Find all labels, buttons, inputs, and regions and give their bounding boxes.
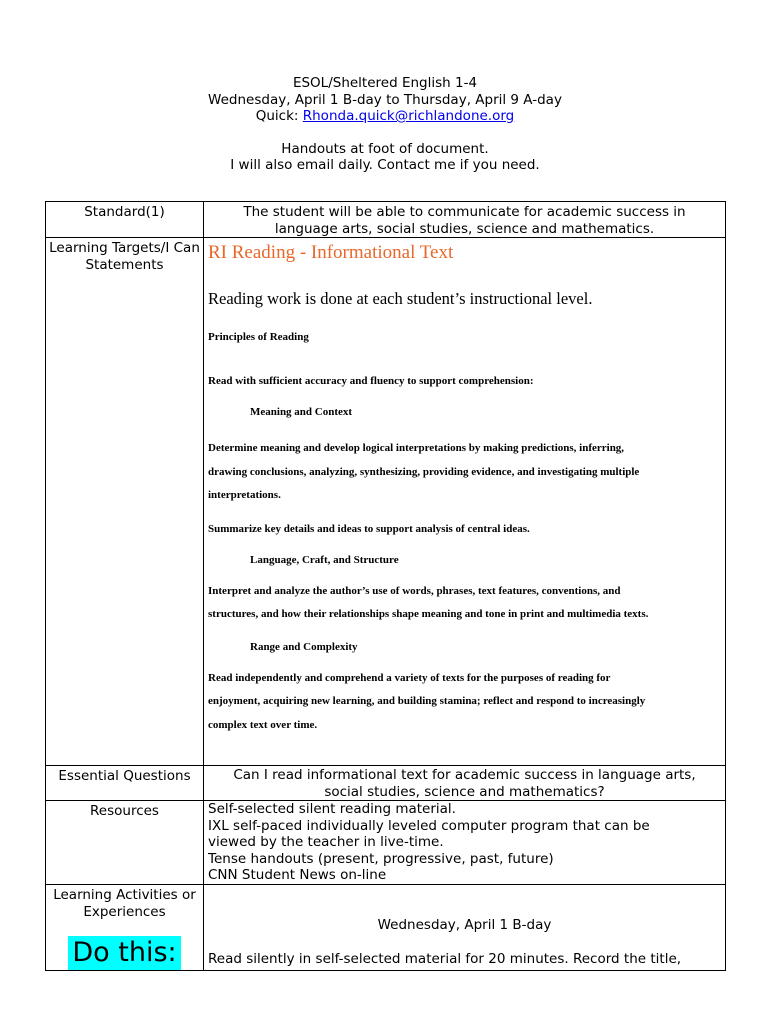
email-note: I will also email daily. Contact me if you need. bbox=[230, 157, 540, 173]
resources-row bbox=[46, 801, 726, 885]
handouts-note: Handouts at foot of document. bbox=[281, 140, 489, 157]
questions-row bbox=[46, 766, 726, 801]
do-this-highlight: Do this: bbox=[68, 936, 180, 970]
meaning-line: Determine meaning and develop logical interpretations by making predictions, inferring, bbox=[208, 442, 625, 454]
targets-content bbox=[204, 238, 726, 766]
resource-item: CNN Student News on-line bbox=[208, 867, 387, 883]
range-line: enjoyment, acquiring new learning, and building stamina; reflect and respond to increasingly bbox=[208, 695, 646, 707]
standard-label: Standard(1) bbox=[46, 202, 204, 238]
contact-line bbox=[0, 108, 770, 125]
standard-row bbox=[46, 202, 726, 238]
ri-heading: RI Reading - Informational Text bbox=[208, 242, 454, 263]
principles-heading: Principles of Reading bbox=[208, 331, 309, 343]
contact-prefix: Quick: bbox=[255, 108, 303, 124]
range-line: Read independently and comprehend a variety of texts for the purposes of reading for bbox=[208, 671, 611, 684]
craft-line: Interpret and analyze the author’s use of words, phrases, text features, conventions, and bbox=[208, 584, 621, 597]
resource-item: Self-selected silent reading material. bbox=[208, 801, 456, 817]
document-header bbox=[0, 75, 770, 174]
summarize-text: Summarize key details and ideas to support analysis of central ideas. bbox=[208, 522, 530, 535]
date-range: Wednesday, April 1 B-day to Thursday, April 9 A-day bbox=[208, 91, 562, 108]
resources-label: Resources bbox=[46, 801, 204, 885]
activity-day: Wednesday, April 1 B-day bbox=[377, 917, 552, 933]
meaning-line: drawing conclusions, analyzing, synthesizing, providing evidence, and investigating multiple bbox=[208, 465, 640, 478]
meaning-heading: Meaning and Context bbox=[250, 406, 353, 418]
lesson-plan-table bbox=[45, 201, 726, 971]
range-line: complex text over time. bbox=[208, 718, 318, 731]
resource-item: Tense handouts (present, progressive, past, future) bbox=[208, 850, 554, 867]
range-text bbox=[208, 667, 725, 738]
craft-text bbox=[208, 580, 725, 627]
email-link[interactable]: Rhonda.quick@richlandone.org bbox=[302, 108, 515, 124]
meaning-text bbox=[208, 437, 725, 508]
resource-item: viewed by the teacher in live-time. bbox=[208, 834, 444, 850]
targets-label: Learning Targets/I Can Statements bbox=[46, 238, 204, 766]
standard-text: The student will be able to communicate for academic success in language arts, social studies, science and mathematics. bbox=[204, 202, 726, 238]
instructional-level-note: Reading work is done at each student’s instructional level. bbox=[208, 289, 593, 308]
range-heading: Range and Complexity bbox=[250, 640, 358, 653]
targets-row bbox=[46, 238, 726, 766]
meaning-line: interpretations. bbox=[208, 489, 281, 501]
course-title: ESOL/Sheltered English 1-4 bbox=[292, 75, 478, 91]
resources-list bbox=[204, 801, 726, 885]
questions-label: Essential Questions bbox=[46, 766, 204, 801]
activities-cell bbox=[46, 885, 204, 971]
activities-label: Learning Activities or Experiences bbox=[53, 887, 196, 920]
questions-text: Can I read informational text for academic success in language arts, social studies, science and mathematics? bbox=[204, 766, 726, 801]
activities-content bbox=[204, 885, 726, 971]
activities-row bbox=[46, 885, 726, 971]
activity-instruction: Read silently in self-selected material for 20 minutes. Record the title, bbox=[208, 950, 682, 967]
fluency-text: Read with sufficient accuracy and fluency to support comprehension: bbox=[208, 375, 534, 387]
craft-line: structures, and how their relationships shape meaning and tone in print and multimedia texts. bbox=[208, 608, 649, 620]
resource-item: IXL self-paced individually leveled computer program that can be bbox=[208, 817, 650, 834]
craft-heading: Language, Craft, and Structure bbox=[250, 553, 399, 566]
